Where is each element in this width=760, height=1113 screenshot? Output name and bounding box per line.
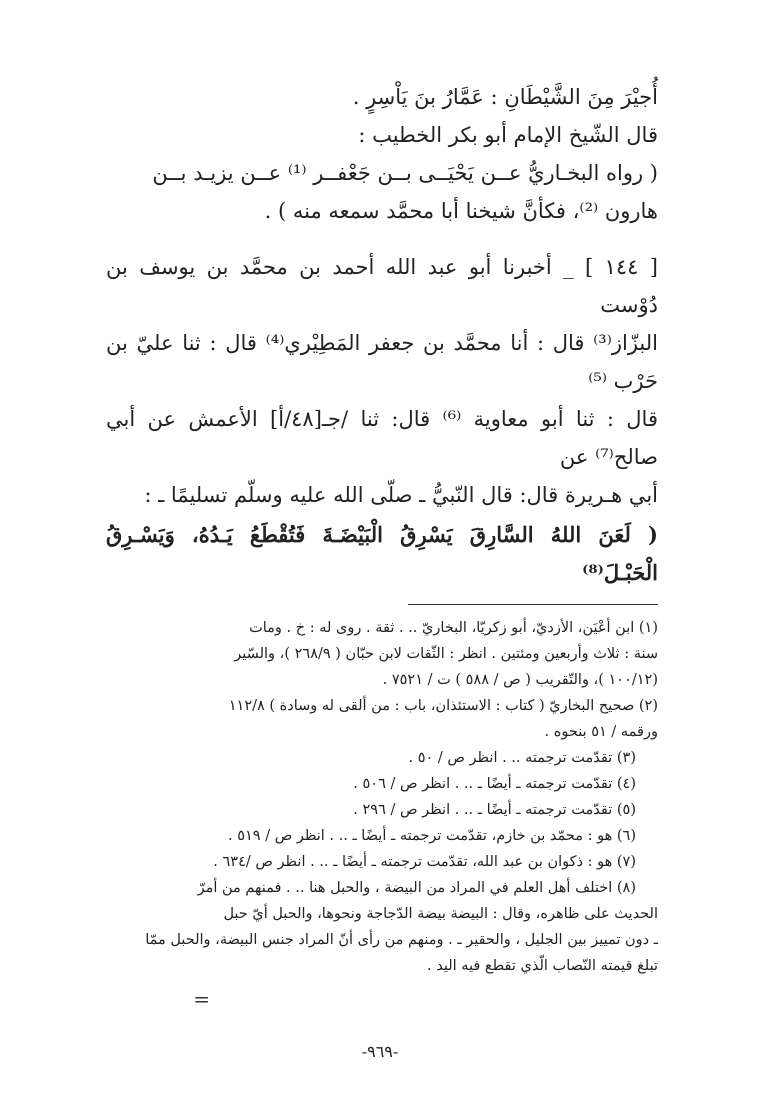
main-line: أُجيْرَ مِنَ الشَّيْطَانِ : عَمَّارُ بنَ يَاْسِرٍ . (352, 85, 658, 109)
footnote-line: (٨) اختلف أهل العلم في المراد من البيضة ، والحبل هنا .. . فمنهم من أمرّ (197, 880, 636, 896)
footnote-line: (٢) صحيح البخاريّ ( كتاب : الاستئذان، باب : من ألقى له وسادة ) ١١٢/٨ (228, 698, 658, 714)
footnote-line: (٦) هو : محمّد بن خازم، تقدّمت ترجمته ـ أيضًا ـ .. . انظر ص / ٥١٩ . (228, 828, 636, 844)
footnote-separator (408, 604, 658, 605)
footnote-line: تبلغ قيمته النّصاب الّذي تقطع فيه اليد . (426, 958, 658, 974)
footnote-line: الحديث على ظاهره، وقال : البيضة بيضة الدّجاجة ونحوها، والحبل أيّ حبل (223, 906, 658, 922)
footnote-line: (٣) تقدّمت ترجمته .. . انظر ص / ٥٠ . (408, 750, 636, 766)
main-line: هارون ⁽²⁾، فكأنَّ شيخنا أبا محمَّد سمعه منه ) . (264, 199, 658, 223)
footnote-line: ـ دون تمييز بين الجليل ، والحقير ـ . ومنهم من رأى أنّ المراد جنس البيضة، والحبل ممّا (145, 932, 658, 948)
main-line: قال : ثنا أبو معاوية ⁽⁶⁾ قال: ثنا /جـ[٤٨/أ] الأعمش عن أبي صالح⁽⁷⁾ عن (106, 407, 658, 469)
footnote-line: (٤) تقدّمت ترجمته ـ أيضًا ـ .. . انظر ص / ٥٠٦ . (353, 776, 636, 792)
continuation-mark: = (193, 987, 210, 1011)
footnote-line: (١٠٠/١٢ )، والتّقريب ( ص / ٥٨٨ ) ت / ٧٥٢١ . (382, 672, 658, 688)
main-line: ( رواه البخـاريُّ عــن يَحْيَــى بــن جَعْفــر ⁽¹⁾ عــن يزيـد بــن (152, 161, 658, 185)
footnote-line: (٧) هو : ذكوان بن عبد الله، تقدّمت ترجمته ـ أيضًا ـ .. . انظر ص /٦٣٤ . (213, 854, 636, 870)
footnote-line: (٥) تقدّمت ترجمته ـ أيضًا ـ .. . انظر ص / ٢٩٦ . (353, 802, 636, 818)
footnote-line: سنة : ثلاث وأربعين ومئتين . انظر : الثّقات لابن حبّان ( ٢٦٨/٩ )، والسّير (234, 646, 658, 662)
main-line: البزّاز⁽³⁾ قال : أنا محمَّد بن جعفر المَطِيْري⁽⁴⁾ قال : ثنا عليّ بن حَرْب ⁽⁵⁾ (106, 331, 658, 393)
main-line: أبي هـريرة قال: قال النّبيُّ ـ صلّى الله عليه وسلّم تسليمًا ـ : (144, 483, 658, 507)
page-number: -٩٦٩- (361, 1042, 399, 1061)
main-text (106, 78, 658, 592)
footnote-line: (١) ابن أعْيَن، الأزديّ، أبو زكريّا، البخاريّ .. . ثقة . روى له : خ . ومات (249, 620, 658, 636)
page-body (106, 78, 658, 1078)
hadith-text: ( لَعَنَ اللهُ السَّارِقَ يَسْرِقُ الْبَيْضَـةَ فَتُقْطَعُ يَـدُهُ، وَيَسْـرِقُ الْحَبْـلَ⁽⁸⁾ (106, 522, 658, 585)
main-line: قال الشّيخ الإمام أبو بكر الخطيب : (358, 123, 658, 147)
main-line: [ ١٤٤ ] _ أخبرنا أبو عبد الله أحمد بن محمَّد بن يوسف بن دُوْست (106, 255, 658, 317)
footnotes (106, 615, 658, 1011)
footnote-line: ورقمه / ٥١ بنحوه . (544, 724, 658, 740)
